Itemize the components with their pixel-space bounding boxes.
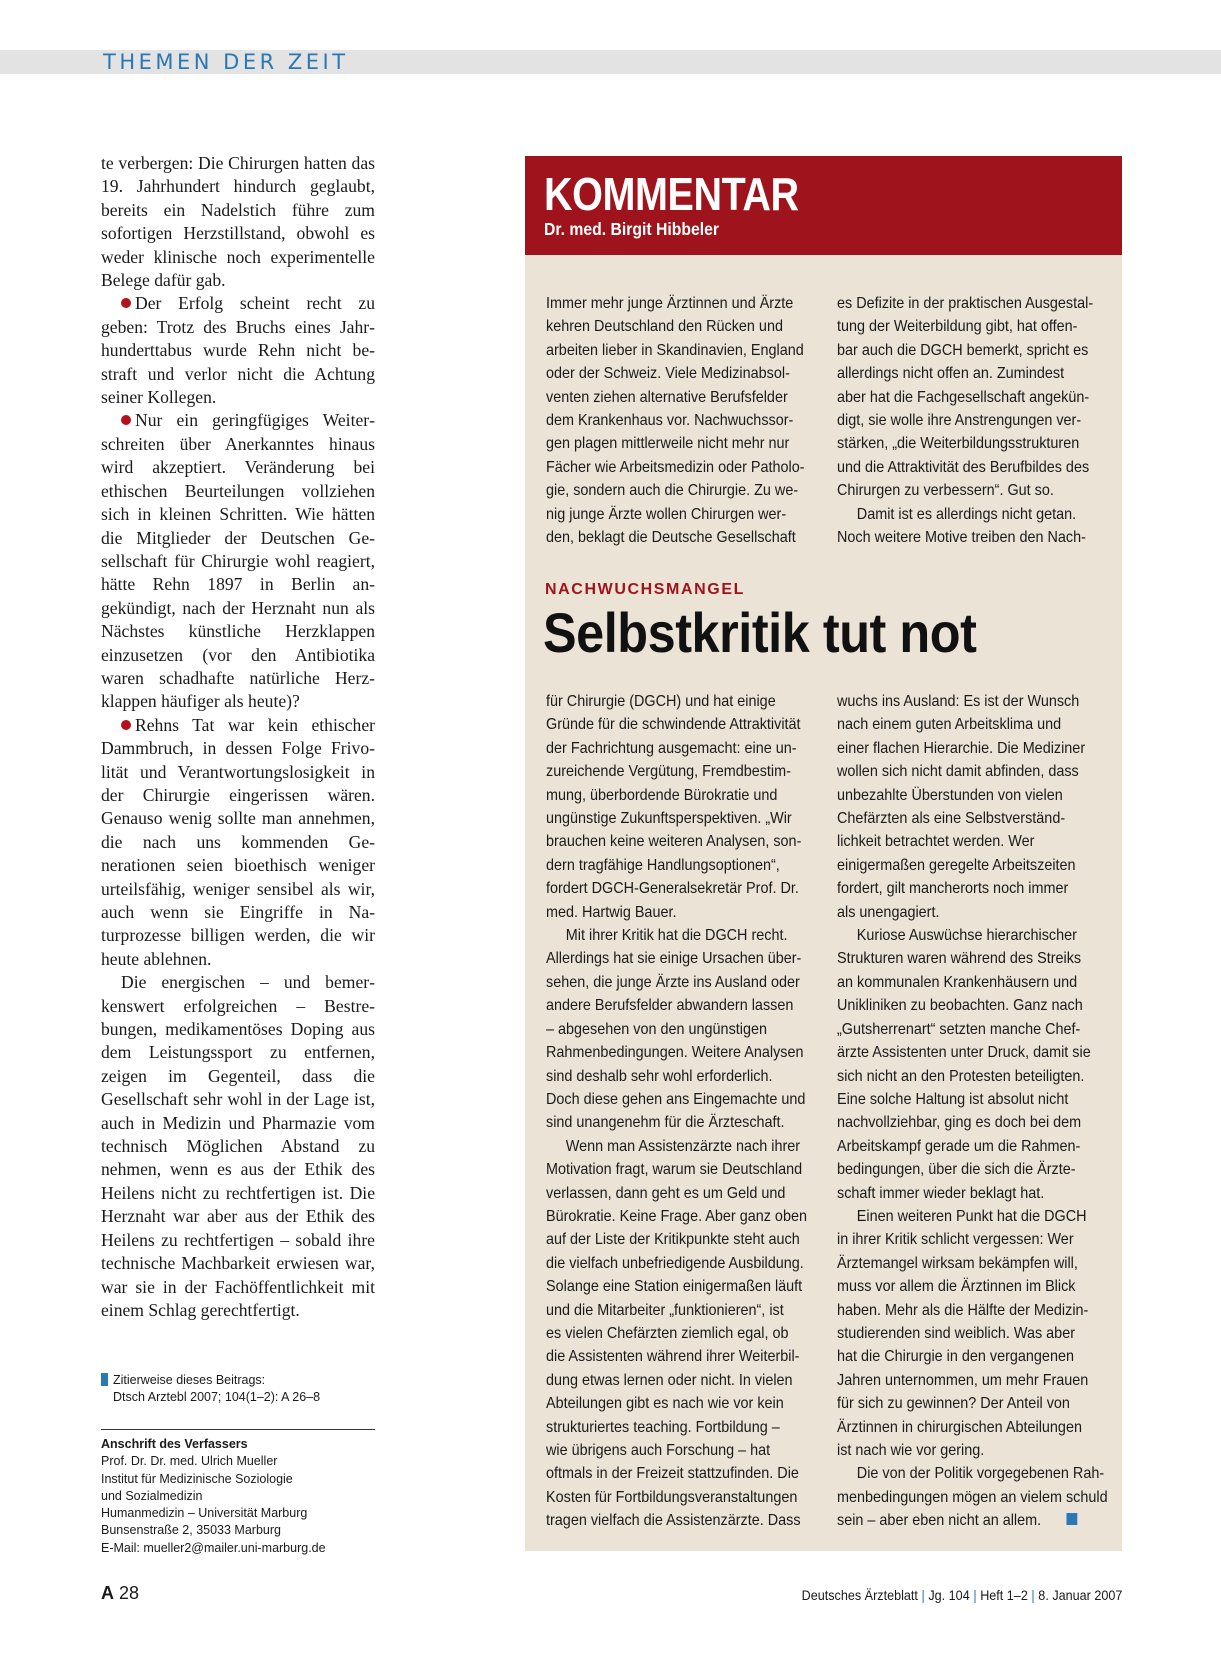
- text-line-content: hat die Chirurgie in den vergangenen: [837, 1348, 1074, 1366]
- text-line: [837, 362, 1093, 385]
- text-line: [546, 456, 805, 479]
- paragraph-text: Rehns Tat war kein ethischer Dammbruch, in dessen Folge Frivolität und Verantwortungslosigkeit in der Chirurgie eingerissen wären. Genauso wenig sollte man annehmen, die nach uns kommenden Generationen seien bioethisch weniger urteilsfähig, weniger sensibel als wir, auch wenn sie Eingriffe in Naturprozesse billigen werden, die wir heute ablehnen.: [101, 714, 375, 969]
- text-line-content: auf der Liste der Kritikpunkte steht auch: [546, 1231, 800, 1249]
- text-line: [837, 315, 1093, 338]
- section-title: THEMEN DER ZEIT: [103, 50, 349, 74]
- text-line: [546, 1205, 807, 1228]
- text-line: [546, 807, 807, 830]
- bullet-icon: [121, 415, 131, 425]
- text-line-content: es Defizite in der praktischen Ausgestal-: [837, 295, 1094, 312]
- text-line-content: für sich zu gewinnen? Der Anteil von: [837, 1395, 1070, 1413]
- bullet-icon: [121, 720, 131, 730]
- text-line-content: Doch diese gehen ans Eingemachte und: [546, 1090, 806, 1108]
- text-line-content: der Fachrichtung ausgemacht: eine un-: [546, 739, 797, 757]
- paragraph-text: te verbergen: Die Chirurgen hatten das 19. Jahrhundert hindurch geglaubt, bereits ein Nadelstich führe zum sofortigen Herzstillstand, obwohl es weder klinische noch experimentelle Belege dafür gab.: [101, 153, 375, 291]
- text-line: [837, 339, 1093, 362]
- journal-name: Deutsches Ärzteblatt: [801, 1587, 918, 1603]
- text-line: [837, 432, 1093, 455]
- text-line: [546, 784, 807, 807]
- text-line-content: andere Berufsfelder abwandern lassen: [546, 997, 794, 1015]
- text-line: [546, 1509, 807, 1532]
- text-line-content: ärzte Assistenten unter Druck, damit sie: [837, 1044, 1091, 1062]
- text-line: [546, 1416, 807, 1439]
- text-line-content: einigermaßen geregelte Arbeitszeiten: [837, 856, 1076, 874]
- text-line: [837, 830, 1108, 853]
- text-line-content: fordert, gilt mancherorts noch immer: [837, 880, 1069, 898]
- text-line-content: den, beklagt die Deutsche Gesellschaft: [546, 529, 796, 547]
- text-line: [546, 1018, 807, 1041]
- text-line-content: stärken, „die Weiterbildungsstrukturen: [837, 435, 1080, 453]
- text-line-content: schaft immer wieder beklagt hat.: [837, 1184, 1045, 1202]
- paragraph-text: Die energischen – und bemerkenswert erfolgreichen – Bestrebungen, medikamentöses Doping aus dem Leistungssport zu entfernen, zeigen im Gegenteil, dass die Gesellschaft sehr wohl in der Lage ist, auch in Medizin und Pharmazie vom technisch Möglichen Abstand zu nehmen, wenn es aus der Ethik des Heilens nicht zu rechtfertigen ist. Die Herznaht war aber aus der Ethik des Heilens zu rechtfertigen – sobald ihre technische Machbarkeit erwiesen war, war sie in der Fachöffentlichkeit mit einem Schlag gerechtfertigt.: [101, 972, 375, 1320]
- text-line-content: Einen weiteren Punkt hat die DGCH: [856, 1207, 1087, 1225]
- text-line: [837, 1111, 1108, 1134]
- text-line-content: lichkeit betrachtet werden. Wer: [837, 833, 1035, 851]
- text-line-content: Ärztinnen in chirurgischen Abteilungen: [837, 1418, 1082, 1436]
- text-line: [546, 339, 805, 362]
- text-line-content: dern tragfähige Handlungsoptionen“,: [546, 856, 780, 874]
- text-line-content: wollen sich nicht damit abfinden, dass: [837, 763, 1079, 781]
- journal-date: 8. Januar 2007: [1037, 1587, 1122, 1603]
- text-line-content: Kosten für Fortbildungsveranstaltungen: [546, 1488, 798, 1506]
- text-line: [837, 386, 1093, 409]
- text-line: [837, 292, 1093, 315]
- text-line: [546, 854, 807, 877]
- text-line: [546, 737, 807, 760]
- text-line-content: ungünstige Zukunftsperspektiven. „Wir: [546, 810, 792, 828]
- text-line-content: Damit ist es allerdings nicht getan.: [856, 505, 1077, 523]
- paragraph: [101, 971, 375, 1322]
- text-line: [546, 1228, 807, 1251]
- text-line: [837, 1322, 1108, 1345]
- journal-footer: Deutsches Ärzteblatt | Jg. 104 | Heft 1–2 | 8. Januar 2007: [801, 1587, 1122, 1603]
- paragraph: [101, 714, 375, 971]
- text-line: [546, 409, 805, 432]
- commentary-lower-right-column: [837, 690, 1138, 1533]
- text-line-content: dem Krankenhaus vor. Nachwuchssor-: [546, 412, 794, 430]
- text-line: [837, 1088, 1108, 1111]
- citation-marker-icon: [101, 1373, 108, 1386]
- text-line-content: Abteilungen gibt es nach wie vor kein: [546, 1395, 784, 1413]
- text-line-content: Fächer wie Arbeitsmedizin oder Patholo-: [546, 458, 805, 476]
- author-address: [101, 1436, 375, 1557]
- text-line: [837, 877, 1108, 900]
- text-line-content: die vielfach unbefriedigende Ausbildung.: [546, 1254, 804, 1272]
- text-line: [837, 901, 1108, 924]
- text-line-content: brauchen keine weiteren Analysen, son-: [546, 833, 802, 851]
- text-line: [546, 1041, 807, 1064]
- text-line: [837, 1041, 1108, 1064]
- text-line-content: Solange eine Station einigermaßen läuft: [546, 1278, 803, 1296]
- text-line-content: an kommunalen Krankenhäusern und: [837, 973, 1078, 991]
- text-line: [837, 456, 1093, 479]
- end-of-article-icon: [1066, 1513, 1077, 1525]
- text-line-content: menbedingungen mögen an vielem schuld: [837, 1488, 1108, 1506]
- text-line-content: sich nicht an den Protesten beteiligten.: [837, 1067, 1085, 1085]
- text-line-content: Bürokratie. Keine Frage. Aber ganz oben: [546, 1207, 807, 1225]
- text-line: [837, 1205, 1108, 1228]
- commentary-label: KOMMENTAR: [544, 168, 799, 220]
- text-line: [546, 830, 807, 853]
- text-line: [546, 1088, 807, 1111]
- text-line: [837, 1065, 1108, 1088]
- text-line: [837, 713, 1108, 736]
- address-line: Bunsenstraße 2, 35033 Marburg: [101, 1523, 281, 1538]
- text-line: [837, 1135, 1108, 1158]
- text-line: [546, 760, 807, 783]
- text-line: [837, 1299, 1108, 1322]
- citation-note: [101, 1372, 375, 1406]
- text-line-content: haben. Mehr als die Hälfte der Medizin-: [837, 1301, 1089, 1319]
- text-line-content: es vielen Chefärzten ziemlich egal, ob: [546, 1324, 789, 1342]
- text-line-content: oder der Schweiz. Viele Medizinabsol-: [546, 365, 790, 383]
- text-line: [546, 362, 805, 385]
- text-line: [837, 1486, 1108, 1509]
- text-line-content: und die Mitarbeiter „funktionieren“, ist: [546, 1301, 784, 1319]
- citation-label: Zitierweise dieses Beitrags:: [113, 1373, 266, 1387]
- text-line: [546, 713, 807, 736]
- address-line: E-Mail: mueller2@mailer.uni-marburg.de: [101, 1540, 326, 1555]
- commentary-author: Dr. med. Birgit Hibbeler: [544, 219, 720, 239]
- address-line: Prof. Dr. Dr. med. Ulrich Mueller: [101, 1454, 278, 1469]
- text-line: [546, 1369, 807, 1392]
- text-line: [546, 1111, 807, 1134]
- text-line-content: tung der Weiterbildung gibt, hat offen-: [837, 318, 1078, 336]
- paragraph: [101, 409, 375, 713]
- text-line-content: muss vor allem die Ärztinnen im Blick: [837, 1278, 1076, 1296]
- text-line: [546, 924, 807, 947]
- text-line-content: einer flachen Hierarchie. Die Mediziner: [837, 739, 1086, 757]
- text-line: [546, 877, 807, 900]
- text-line-content: Eine solche Haltung ist absolut nicht: [837, 1090, 1069, 1108]
- text-line-content: bar auch die DGCH bemerkt, spricht es: [837, 341, 1089, 359]
- text-line: [837, 947, 1108, 970]
- divider: [101, 1429, 375, 1430]
- text-line: [837, 479, 1093, 502]
- text-line-content: venten ziehen alternative Berufsfelder: [546, 388, 788, 406]
- text-line-content: strukturiertes teaching. Fortbildung –: [546, 1418, 780, 1436]
- text-line: [546, 386, 805, 409]
- text-line: [837, 1252, 1108, 1275]
- text-line-content: aber hat die Fachgesellschaft angekün-: [837, 388, 1090, 406]
- citation-reference: Dtsch Arztebl 2007; 104(1–2): A 26–8: [113, 1390, 321, 1404]
- text-line-content: Die von der Politik vorgegebenen Rah-: [856, 1465, 1105, 1483]
- text-line-content: Noch weitere Motive treiben den Nach-: [837, 529, 1086, 547]
- text-line-content: Arbeitskampf gerade um die Rahmen-: [837, 1137, 1081, 1155]
- text-line: [837, 1392, 1108, 1415]
- text-line-content: ist nach wie vor gering.: [837, 1442, 985, 1459]
- commentary-upper-right-column: [837, 292, 1122, 549]
- journal-issue: Heft 1–2: [979, 1587, 1028, 1603]
- text-line: [837, 1509, 1108, 1532]
- commentary-upper-left-column: [546, 292, 833, 549]
- text-line-content: in ihrer Kritik schlicht vergessen: Wer: [837, 1231, 1074, 1249]
- text-line-content: gie, sondern auch die Chirurgie. Zu we-: [546, 482, 799, 500]
- text-line-content: – abgesehen von den ungünstigen: [546, 1020, 767, 1038]
- text-line-content: nachvollziehbar, ging es doch bei dem: [837, 1114, 1082, 1132]
- text-line-content: als unengagiert.: [837, 903, 940, 921]
- text-line: [837, 1182, 1108, 1205]
- text-line: [546, 1439, 807, 1462]
- text-line-content: studierenden sind weiblich. Was aber: [837, 1324, 1075, 1342]
- text-line-content: Unikliniken zu beobachten. Ganz nach: [837, 997, 1083, 1015]
- text-line: [546, 1299, 807, 1322]
- text-line-content: Jahren unternommen, um mehr Frauen: [837, 1371, 1089, 1389]
- text-line: [837, 526, 1093, 549]
- text-line: [837, 1462, 1108, 1485]
- text-line: [546, 1252, 807, 1275]
- text-line: [546, 292, 805, 315]
- text-line-content: zureichende Vergütung, Fremdbestim-: [546, 763, 791, 781]
- text-line: [546, 503, 805, 526]
- text-line-content: nach einem guten Arbeitsklima und: [837, 716, 1062, 734]
- text-line-content: Kuriose Auswüchse hierarchischer: [856, 927, 1077, 945]
- paragraph: [101, 292, 375, 409]
- text-line-content: nig junge Ärzte wollen Chirurgen wer-: [546, 505, 787, 523]
- text-line-content: verlassen, dann geht es um Geld und: [546, 1184, 786, 1202]
- text-line: [546, 1135, 807, 1158]
- text-line: [837, 503, 1093, 526]
- text-line: [837, 690, 1108, 713]
- text-line: [546, 432, 805, 455]
- text-line-content: gen plagen mittlerweile nicht mehr nur: [546, 435, 790, 453]
- text-line-content: Chefärzten als eine Selbstverständ-: [837, 810, 1066, 828]
- text-line: [837, 760, 1108, 783]
- text-line-content: Strukturen waren während des Streiks: [837, 950, 1082, 968]
- text-line-content: bedingungen, über die sich die Ärzte-: [837, 1161, 1076, 1179]
- text-line-content: Ärztemangel wirksam bekämpfen will,: [837, 1254, 1078, 1272]
- text-line-content: mung, überbordende Bürokratie und: [546, 786, 778, 804]
- text-line: [546, 971, 807, 994]
- text-line-content: Allerdings hat sie einige Ursachen über-: [546, 950, 802, 968]
- text-line-content: Mit ihrer Kritik hat die DGCH recht.: [565, 927, 788, 945]
- address-line: und Sozialmedizin: [101, 1488, 203, 1503]
- commentary-headline: Selbstkritik tut not: [543, 601, 977, 664]
- text-line: [837, 1416, 1108, 1439]
- text-line-content: digt, sie wolle ihre Anstrengungen ver-: [837, 412, 1082, 430]
- text-line: [837, 409, 1093, 432]
- text-line: [546, 994, 807, 1017]
- text-line-content: und die Attraktivität des Berufbildes des: [837, 458, 1090, 476]
- text-line: [837, 994, 1108, 1017]
- text-line: [837, 1228, 1108, 1251]
- text-line: [546, 526, 805, 549]
- text-line: [837, 1369, 1108, 1392]
- text-line-content: allerdings nicht offen an. Zumindest: [837, 365, 1065, 383]
- text-line: [837, 1275, 1108, 1298]
- text-line-content: wie übrigens auch Forschung – hat: [546, 1442, 771, 1459]
- text-line-content: sein – aber eben nicht an allem.: [837, 1512, 1042, 1530]
- text-line: [837, 1018, 1108, 1041]
- text-line: [546, 1158, 807, 1181]
- text-line: [837, 807, 1108, 830]
- text-line-content: med. Hartwig Bauer.: [546, 903, 677, 921]
- text-line-content: Rahmenbedingungen. Weitere Analysen: [546, 1044, 804, 1062]
- page-number-value: 28: [119, 1583, 140, 1603]
- text-line: [546, 1486, 807, 1509]
- text-line: [837, 784, 1108, 807]
- text-line: [546, 1462, 807, 1485]
- text-line-content: Motivation fragt, warum sie Deutschland: [546, 1161, 803, 1179]
- bullet-icon: [121, 298, 131, 308]
- text-line: [546, 1275, 807, 1298]
- page-number: [101, 1582, 139, 1604]
- text-line: [837, 1345, 1108, 1368]
- text-line-content: sind deshalb sehr wohl erforderlich.: [546, 1067, 773, 1085]
- text-line: [546, 690, 807, 713]
- text-line-content: Immer mehr junge Ärztinnen und Ärzte: [546, 295, 794, 312]
- text-line: [837, 971, 1108, 994]
- paragraph-text: Nur ein geringfügiges Weiterschreiten über Anerkanntes hinaus wird akzeptiert. Veränderung bei ethischen Beurteilungen vollziehen sich in kleinen Schritten. Wie hätten die Mitglieder der Deutschen Gesellschaft für Chirurgie wohl reagiert, hätte Rehn 1897 in Berlin angekündigt, nach der Herznaht nun als Nächstes künstliche Herzklappen einzusetzen (vor den Antibiotika waren schadhafte natürliche Herzklappen häufiger als heute)?: [101, 410, 375, 712]
- text-line: [837, 1439, 1108, 1462]
- text-line-content: unbezahlte Überstunden von vielen: [837, 786, 1063, 804]
- article-left-column: [101, 152, 375, 1322]
- text-line: [546, 1322, 807, 1345]
- address-line: Institut für Medizinische Soziologie: [101, 1471, 293, 1486]
- address-heading: Anschrift des Verfassers: [101, 1437, 248, 1451]
- text-line-content: Wenn man Assistenzärzte nach ihrer: [565, 1137, 801, 1155]
- commentary-kicker: NACHWUCHSMANGEL: [545, 581, 745, 598]
- text-line: [837, 924, 1108, 947]
- address-line: Humanmedizin – Universität Marburg: [101, 1506, 308, 1521]
- commentary-lower-left-column: [546, 690, 836, 1533]
- text-line-content: Chirurgen zu verbessern“. Gut so.: [837, 482, 1054, 500]
- text-line: [546, 1345, 807, 1368]
- text-line: [837, 854, 1108, 877]
- text-line-content: wuchs ins Ausland: Es ist der Wunsch: [837, 693, 1080, 710]
- journal-volume: Jg. 104: [927, 1587, 970, 1603]
- text-line-content: Gründe für die schwindende Attraktivität: [546, 716, 801, 734]
- text-line-content: tragen vielfach die Assistenzärzte. Dass: [546, 1512, 801, 1530]
- text-line-content: dung etwas lernen oder nicht. In vielen: [546, 1371, 793, 1389]
- text-line: [546, 901, 807, 924]
- text-line: [837, 1158, 1108, 1181]
- text-line-content: sind unangenehm für die Ärzteschaft.: [546, 1114, 785, 1132]
- text-line: [546, 1182, 807, 1205]
- text-line-content: die Assistenten während ihrer Weiterbil-: [546, 1348, 800, 1366]
- text-line-content: arbeiten lieber in Skandinavien, England: [546, 341, 804, 359]
- text-line-content: für Chirurgie (DGCH) und hat einige: [546, 693, 776, 710]
- text-line-content: sehen, die junge Ärzte ins Ausland oder: [546, 973, 800, 991]
- text-line: [546, 1065, 807, 1088]
- text-line-content: oftmals in der Freizeit stattzufinden. Die: [546, 1465, 799, 1483]
- text-line: [546, 947, 807, 970]
- text-line: [546, 1392, 807, 1415]
- text-line: [837, 737, 1108, 760]
- text-line-content: fordert DGCH-Generalsekretär Prof. Dr.: [546, 880, 799, 898]
- text-line: [546, 315, 805, 338]
- page-prefix: A: [101, 1583, 114, 1603]
- text-line-content: „Gutsherrenart“ setzten manche Chef-: [837, 1020, 1081, 1038]
- text-line: [546, 479, 805, 502]
- paragraph: [101, 152, 375, 292]
- paragraph-text: Der Erfolg scheint recht zu geben: Trotz des Bruchs eines Jahrhunderttabus wurde Rehn nicht bestraft und verlor nicht die Achtung seiner Kollegen.: [101, 293, 375, 408]
- text-line-content: kehren Deutschland den Rücken und: [546, 318, 783, 336]
